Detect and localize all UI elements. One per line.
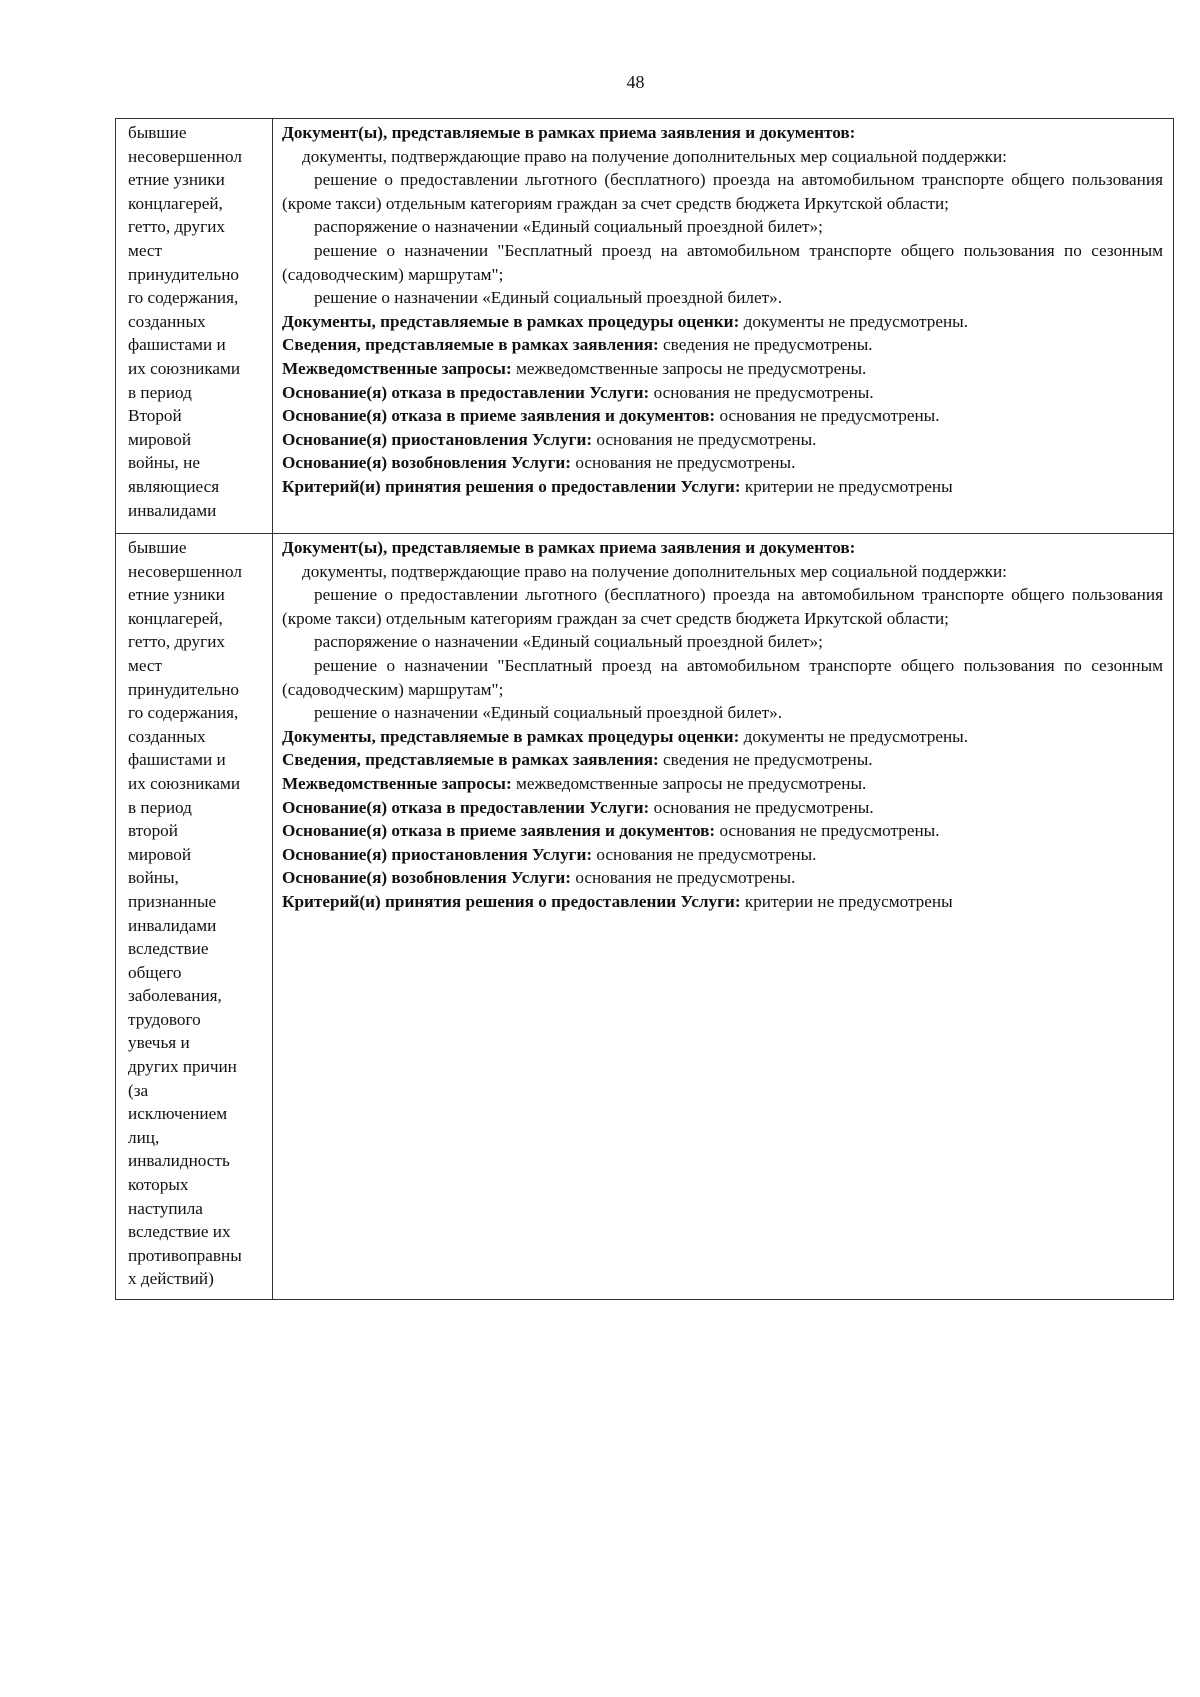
field-value: межведомственные запросы не предусмотрены. — [511, 773, 867, 793]
field-label: Основание(я) отказа в предоставлении Услуги: — [282, 797, 650, 817]
field-value: межведомственные запросы не предусмотрены. — [511, 358, 867, 378]
field-line — [282, 310, 1163, 334]
table-row — [116, 534, 1174, 1300]
doc-item: решение о назначении «Единый социальный проездной билет». — [314, 703, 783, 723]
field-label: Критерий(и) принятия решения о предоставлении Услуги: — [282, 891, 741, 911]
field-value: документы не предусмотрены. — [739, 726, 968, 746]
field-label: Межведомственные запросы: — [282, 773, 512, 793]
field-line — [282, 843, 1163, 867]
field-value: основания не предусмотрены. — [592, 844, 817, 864]
category-text: бывшие несовершеннол етние узники концлагерей, гетто, других мест принудительно го содержания, созданных фашистами и их союзниками в период Второй мировой войны, не являющиеся инвалидами — [128, 123, 242, 520]
field-value: основания не предусмотрены. — [649, 797, 874, 817]
field-line — [282, 333, 1163, 357]
field-label: Сведения, представляемые в рамках заявления: — [282, 750, 659, 770]
doc-item: решение о предоставлении льготного (бесплатного) проезда на автомобильном транспорте общего пользования (кроме такси) отдельным категориям граждан за счет средств бюджета Иркутской области; — [282, 585, 1163, 628]
doc-item: решение о назначении «Единый социальный проездной билет». — [314, 288, 783, 308]
page-number: 48 — [626, 72, 645, 92]
field-label: Основание(я) приостановления Услуги: — [282, 429, 593, 449]
field-line — [282, 404, 1163, 428]
doc-item: решение о предоставлении льготного (бесплатного) проезда на автомобильном транспорте общего пользования (кроме такси) отдельным категориям граждан за счет средств бюджета Иркутской области; — [282, 170, 1163, 213]
field-value: критерии не предусмотрены — [740, 476, 953, 496]
field-line — [282, 357, 1163, 381]
field-line — [282, 451, 1163, 475]
docs-heading: Документ(ы), представляемые в рамках приема заявления и документов: — [282, 538, 856, 557]
docs-heading: Документ(ы), представляемые в рамках приема заявления и документов: — [282, 123, 856, 142]
field-value: документы не предусмотрены. — [739, 311, 968, 331]
field-value: основания не предусмотрены. — [715, 406, 940, 426]
category-cell — [116, 119, 273, 534]
field-label: Основание(я) отказа в приеме заявления и документов: — [282, 821, 716, 841]
doc-item: решение о назначении "Бесплатный проезд на автомобильном транспорте общего пользования по сезонным (садоводческим) маршрутам"; — [282, 655, 1163, 699]
docs-intro: документы, подтверждающие право на получение дополнительных мер социальной поддержки: — [302, 146, 1007, 166]
services-table — [115, 118, 1174, 1300]
field-label: Основание(я) возобновления Услуги: — [282, 868, 572, 888]
table-row — [116, 119, 1174, 534]
field-value: основания не предусмотрены. — [571, 453, 796, 473]
field-line — [282, 748, 1163, 772]
doc-item: распоряжение о назначении «Единый социальный проездной билет»; — [314, 632, 823, 652]
field-line — [282, 772, 1163, 796]
docs-intro: документы, подтверждающие право на получение дополнительных мер социальной поддержки: — [302, 561, 1007, 581]
category-text: бывшие несовершеннол етние узники концлагерей, гетто, других мест принудительно го содержания, созданных фашистами и их союзниками в период второй мировой войны, признанные инвалидами вследствие общего заболевания, трудового увечья и других причин (за исключением лиц, инвалидность которых наступила вследствие их противоправны х действий) — [128, 538, 242, 1289]
field-value: сведения не предусмотрены. — [658, 335, 873, 355]
field-line — [282, 866, 1163, 890]
field-line — [282, 475, 1163, 499]
field-value: основания не предусмотрены. — [571, 868, 796, 888]
field-line — [282, 725, 1163, 749]
doc-item: решение о назначении "Бесплатный проезд на автомобильном транспорте общего пользования по сезонным (садоводческим) маршрутам"; — [282, 240, 1163, 284]
field-value: критерии не предусмотрены — [740, 891, 953, 911]
doc-item: распоряжение о назначении «Единый социальный проездной билет»; — [314, 217, 823, 237]
field-line — [282, 796, 1163, 820]
field-label: Основание(я) возобновления Услуги: — [282, 453, 572, 473]
field-line — [282, 428, 1163, 452]
field-line — [282, 819, 1163, 843]
field-label: Сведения, представляемые в рамках заявления: — [282, 335, 659, 355]
field-label: Основание(я) отказа в приеме заявления и документов: — [282, 406, 716, 426]
field-value: основания не предусмотрены. — [715, 821, 940, 841]
field-label: Основание(я) отказа в предоставлении Услуги: — [282, 382, 650, 402]
category-cell — [116, 534, 273, 1300]
field-label: Документы, представляемые в рамках процедуры оценки: — [282, 726, 740, 746]
field-value: основания не предусмотрены. — [592, 429, 817, 449]
info-cell — [273, 119, 1174, 534]
field-value: основания не предусмотрены. — [649, 382, 874, 402]
field-line — [282, 890, 1163, 914]
field-line — [282, 381, 1163, 405]
field-label: Документы, представляемые в рамках процедуры оценки: — [282, 311, 740, 331]
field-label: Межведомственные запросы: — [282, 358, 512, 378]
field-value: сведения не предусмотрены. — [658, 750, 873, 770]
info-cell — [273, 534, 1174, 1300]
field-label: Критерий(и) принятия решения о предоставлении Услуги: — [282, 476, 741, 496]
field-label: Основание(я) приостановления Услуги: — [282, 844, 593, 864]
